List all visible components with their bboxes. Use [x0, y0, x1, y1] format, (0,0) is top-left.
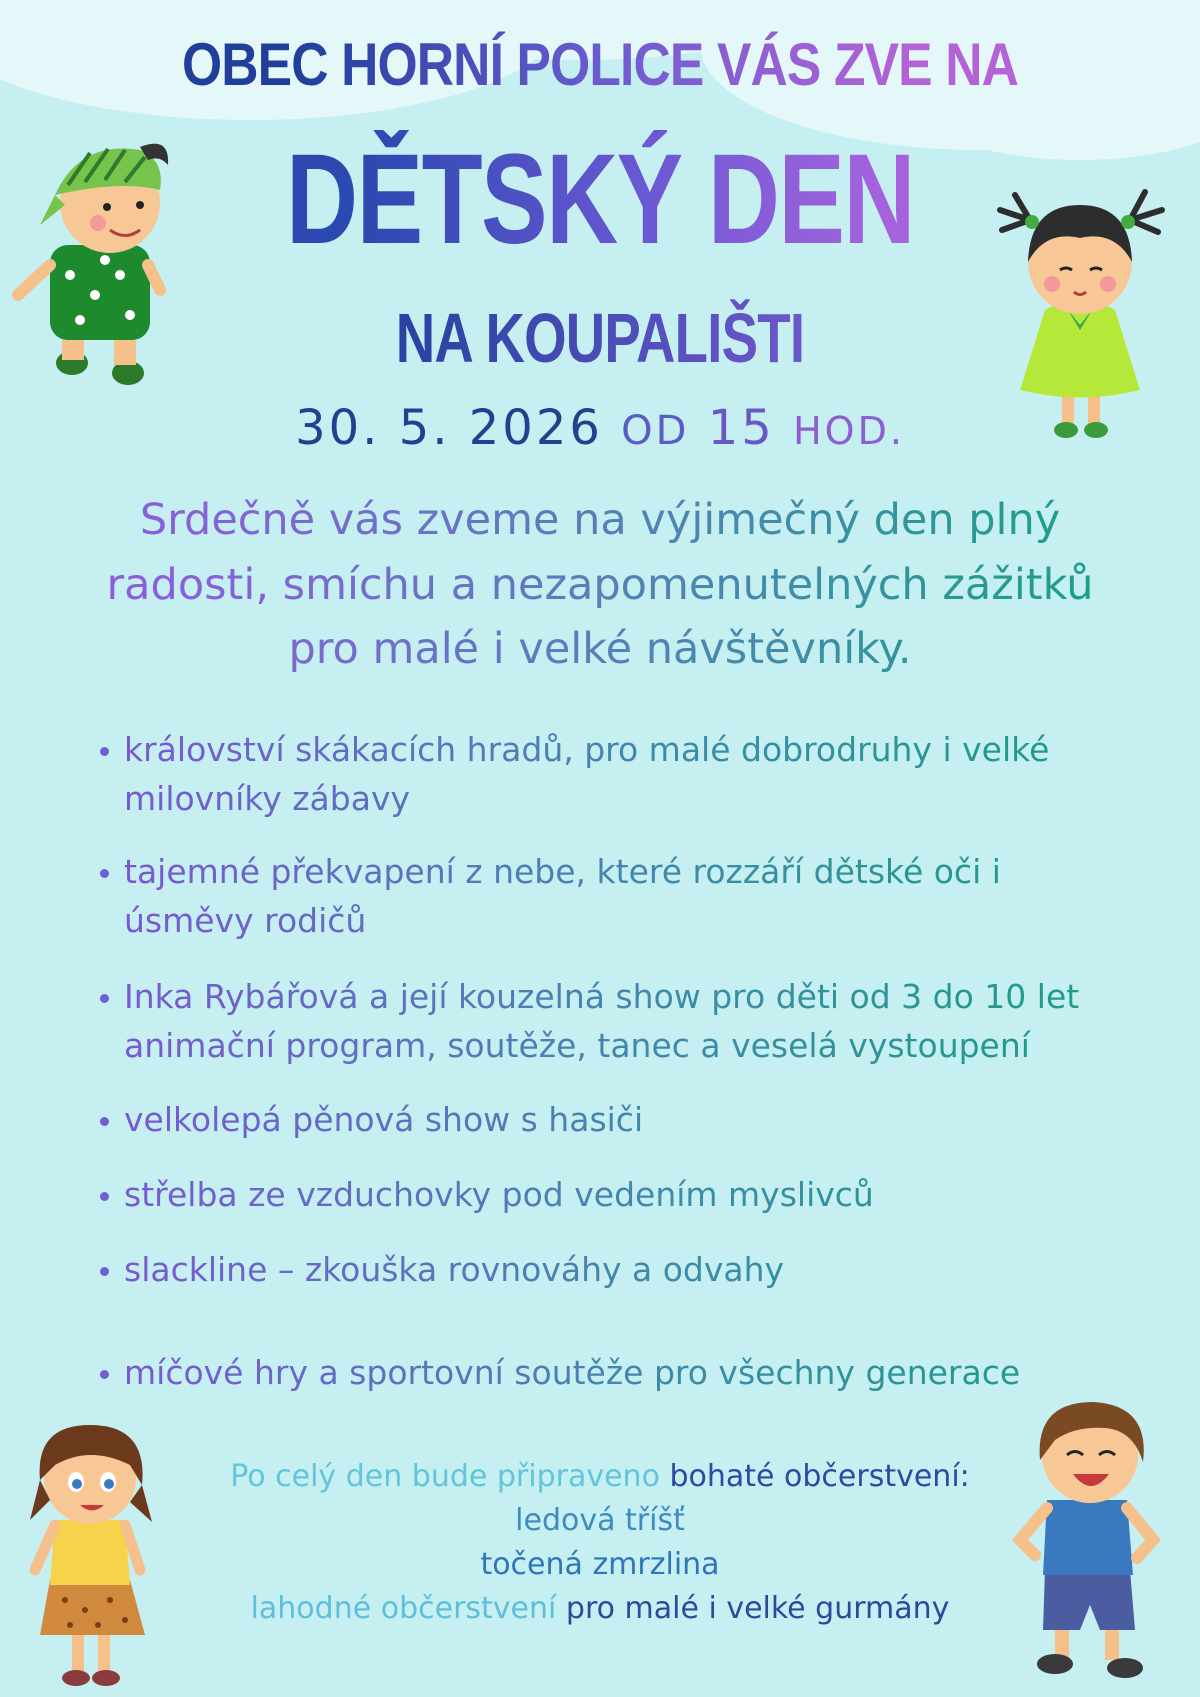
refreshments-item: ledová tříšť: [515, 1503, 685, 1538]
refreshments-heading: [180, 1455, 1020, 1499]
program-item: [96, 1245, 1164, 1294]
boy-green-cap-icon: [10, 135, 180, 405]
headline-village: OBEC HORNÍ POLICE: [181, 31, 704, 98]
event-hour: 15: [707, 400, 775, 456]
event-title: DĚTSKÝ DEN: [132, 130, 1068, 271]
bullet-icon: [100, 747, 109, 756]
event-hour-suffix: HOD.: [793, 409, 905, 453]
bullet-icon: [100, 1192, 109, 1201]
refreshments-text: pro malé i velké gurmány: [565, 1591, 950, 1626]
boy-blue-shirt-icon: [1005, 1390, 1175, 1690]
program-item: [96, 972, 1164, 1070]
refreshments-item: [180, 1587, 1020, 1631]
program-item: [96, 1170, 1164, 1219]
program-item: [96, 1348, 1164, 1397]
intro-paragraph: [60, 488, 1140, 682]
program-item-text: Inka Rybářová a její kouzelná show pro děti od 3 do 10 let: [124, 977, 1080, 1016]
event-from-label: OD: [621, 408, 690, 454]
girl-polka-skirt-icon: [10, 1410, 170, 1690]
program-item-text: království skákacích hradů, pro malé dobrodruhy i velké: [124, 730, 1050, 769]
program-item-text: slackline – zkouška rovnováhy a odvahy: [124, 1250, 785, 1289]
refreshments-item: točená zmrzlina: [480, 1547, 720, 1582]
intro-line: Srdečně vás zveme na výjimečný den plný: [139, 495, 1061, 545]
bullet-icon: [100, 1117, 109, 1126]
event-location: NA KOUPALIŠTI: [132, 298, 1068, 378]
refreshments-text: Po celý den bude připraveno: [230, 1459, 660, 1494]
intro-line: pro malé i velké návštěvníky.: [288, 624, 912, 674]
program-item-text: milovníky zábavy: [124, 779, 411, 818]
refreshments-info: [180, 1455, 1020, 1631]
program-item-text: animační program, soutěže, tanec a veselá vystoupení: [124, 1026, 1030, 1065]
program-item-text: úsměvy rodičů: [124, 901, 367, 940]
refreshments-text: bohaté občerstvení:: [669, 1459, 970, 1494]
bullet-icon: [100, 869, 109, 878]
program-item-text: střelba ze vzduchovky pod vedením myslivců: [124, 1175, 874, 1214]
program-item: [96, 1095, 1164, 1144]
girl-green-dress-icon: [990, 180, 1170, 450]
program-item-text: míčové hry a sportovní soutěže pro všechny generace: [124, 1353, 1021, 1392]
refreshments-text: lahodné občerstvení: [250, 1591, 557, 1626]
program-item-text: tajemné překvapení z nebe, které rozzáří dětské oči i: [124, 852, 1001, 891]
intro-line: radosti, smíchu a nezapomenutelných zážitků: [106, 559, 1094, 610]
bullet-icon: [100, 1267, 109, 1276]
program-item: [96, 725, 1164, 823]
event-date: 30. 5. 2026: [295, 400, 603, 456]
program-item: [96, 847, 1164, 945]
bullet-icon: [100, 1370, 109, 1379]
headline-invite: VÁS ZVE NA: [716, 31, 1019, 98]
bullet-icon: [100, 994, 109, 1003]
program-item-text: velkolepá pěnová show s hasiči: [124, 1100, 644, 1139]
poster-headline: [84, 30, 1116, 99]
